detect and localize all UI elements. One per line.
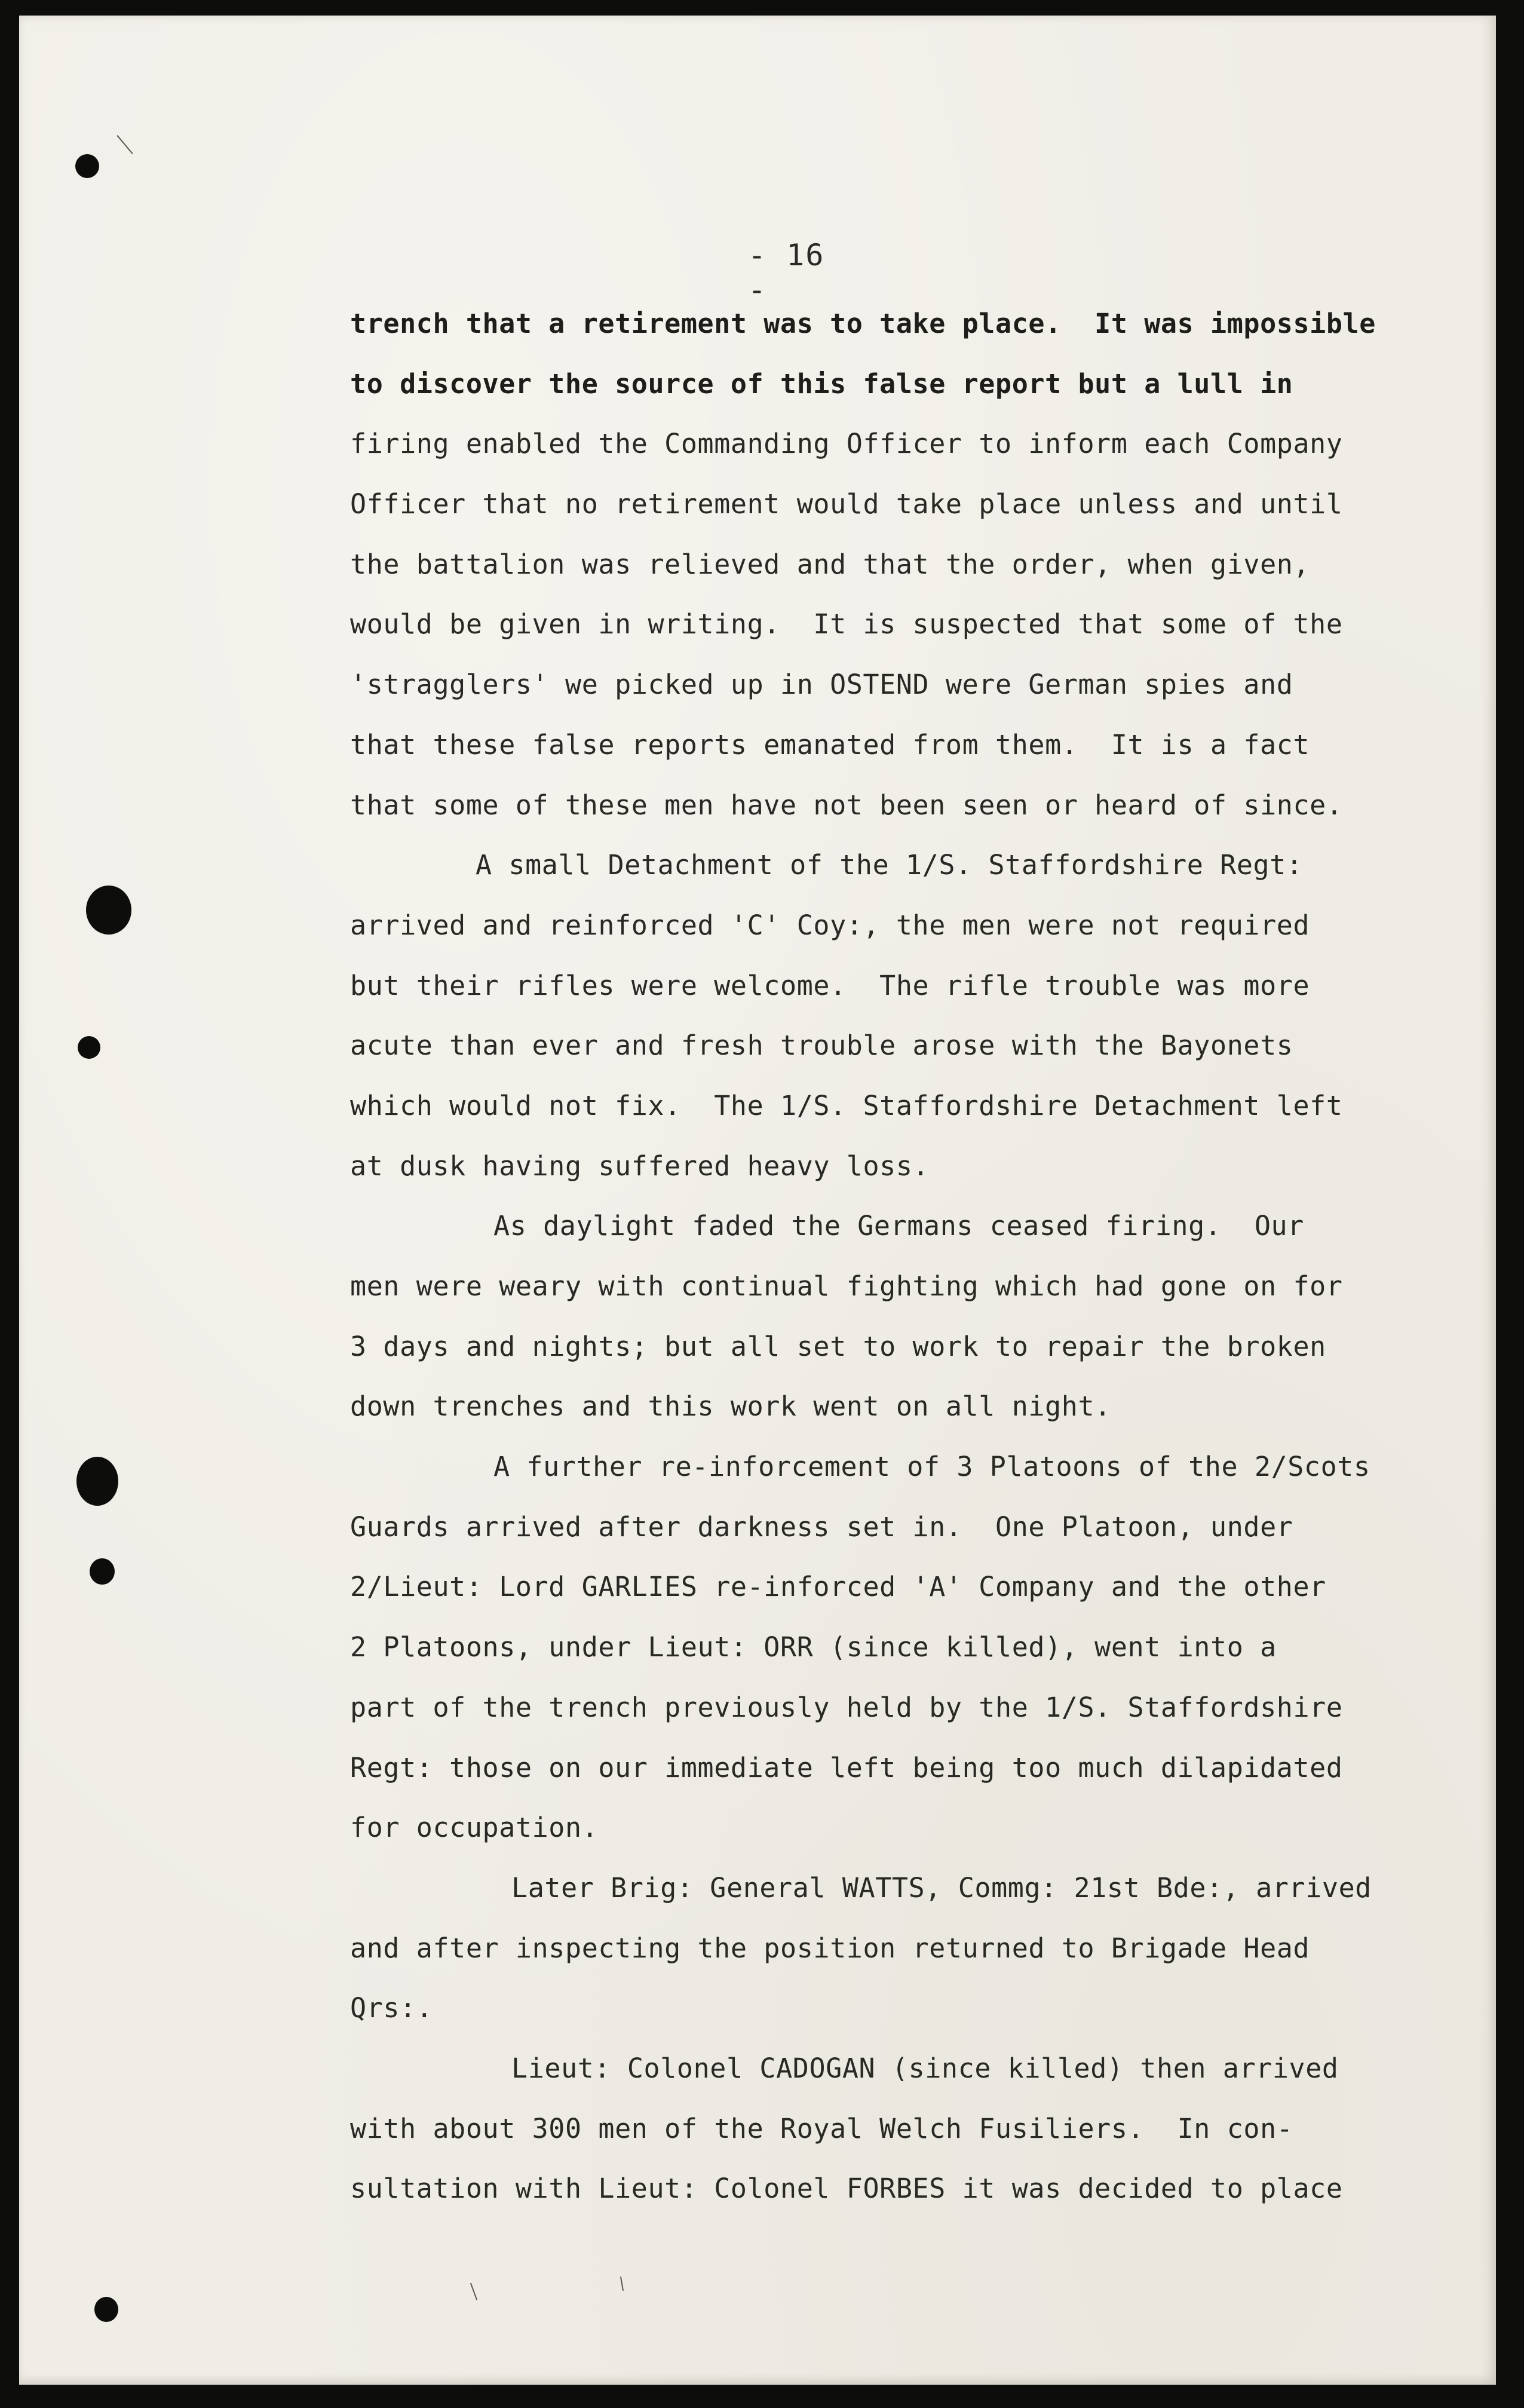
text-line: firing enabled the Commanding Officer to inform each Company (350, 428, 1343, 460)
text-line: men were weary with continual fighting which had gone on for (350, 1270, 1343, 1302)
text-line: 3 days and nights; but all set to work to repair the broken (350, 1330, 1326, 1362)
text-line: sultation with Lieut: Colonel FORBES it was decided to place (350, 2173, 1343, 2205)
text-line: but their rifles were welcome. The rifle trouble was more (350, 969, 1310, 1001)
stray-mark (470, 2283, 477, 2300)
text-line: at dusk having suffered heavy loss. (350, 1150, 930, 1182)
text-line: trench that a retirement was to take place. It was impossible (350, 308, 1376, 339)
text-line: that some of these men have not been seen or heard of since. (350, 789, 1343, 821)
text-line: acute than ever and fresh trouble arose with the Bayonets (350, 1030, 1293, 1062)
paragraph-first-line: A further re-inforcement of 3 Platoons of the 2/Scots (493, 1451, 1370, 1483)
text-line: Guards arrived after darkness set in. One Platoon, under (350, 1511, 1293, 1543)
text-line: with about 300 men of the Royal Welch Fusiliers. In con- (350, 2112, 1293, 2144)
paragraph-first-line: A small Detachment of the 1/S. Staffordshire Regt: (476, 849, 1303, 881)
stray-mark (620, 2277, 624, 2291)
text-line: 'stragglers' we picked up in OSTEND were German spies and (350, 669, 1293, 701)
typed-body-text (350, 294, 1485, 2219)
punch-hole (75, 154, 99, 178)
stray-mark (116, 135, 133, 154)
text-line: which would not fix. The 1/S. Staffordshire Detachment left (350, 1089, 1343, 1122)
text-line: Qrs:. (350, 1992, 433, 2024)
text-line: the battalion was relieved and that the order, when given, (350, 548, 1310, 580)
text-line: 2/Lieut: Lord GARLIES re-inforced 'A' Company and the other (350, 1571, 1326, 1603)
text-line: Officer that no retirement would take place unless and until (350, 488, 1343, 520)
text-line: for occupation. (350, 1812, 599, 1844)
paragraph-first-line: Later Brig: General WATTS, Commg: 21st Bde:, arrived (511, 1871, 1372, 1904)
text-line: Regt: those on our immediate left being too much dilapidated (350, 1751, 1343, 1784)
document-page (19, 16, 1496, 2385)
text-line: arrived and reinforced 'C' Coy:, the men were not required (350, 909, 1310, 941)
text-line: part of the trench previously held by the 1/S. Staffordshire (350, 1691, 1343, 1723)
paragraph-first-line: Lieut: Colonel CADOGAN (since killed) then arrived (511, 2052, 1339, 2084)
text-line: would be given in writing. It is suspected that some of the (350, 608, 1343, 641)
punch-hole (90, 1558, 115, 1585)
paragraph-first-line: As daylight faded the Germans ceased firing. Our (493, 1210, 1304, 1242)
text-line: down trenches and this work went on all night. (350, 1390, 1111, 1423)
text-line: that these false reports emanated from them. It is a fact (350, 728, 1310, 761)
text-line: to discover the source of this false report but a lull in (350, 367, 1293, 400)
text-line: and after inspecting the position returned to Brigade Head (350, 1932, 1310, 1964)
page-number: - 16 - (748, 238, 825, 307)
punch-hole (86, 886, 131, 935)
punch-hole (94, 2297, 118, 2322)
text-line: 2 Platoons, under Lieut: ORR (since killed), went into a (350, 1631, 1277, 1663)
punch-hole (78, 1036, 100, 1059)
punch-hole (76, 1457, 118, 1506)
